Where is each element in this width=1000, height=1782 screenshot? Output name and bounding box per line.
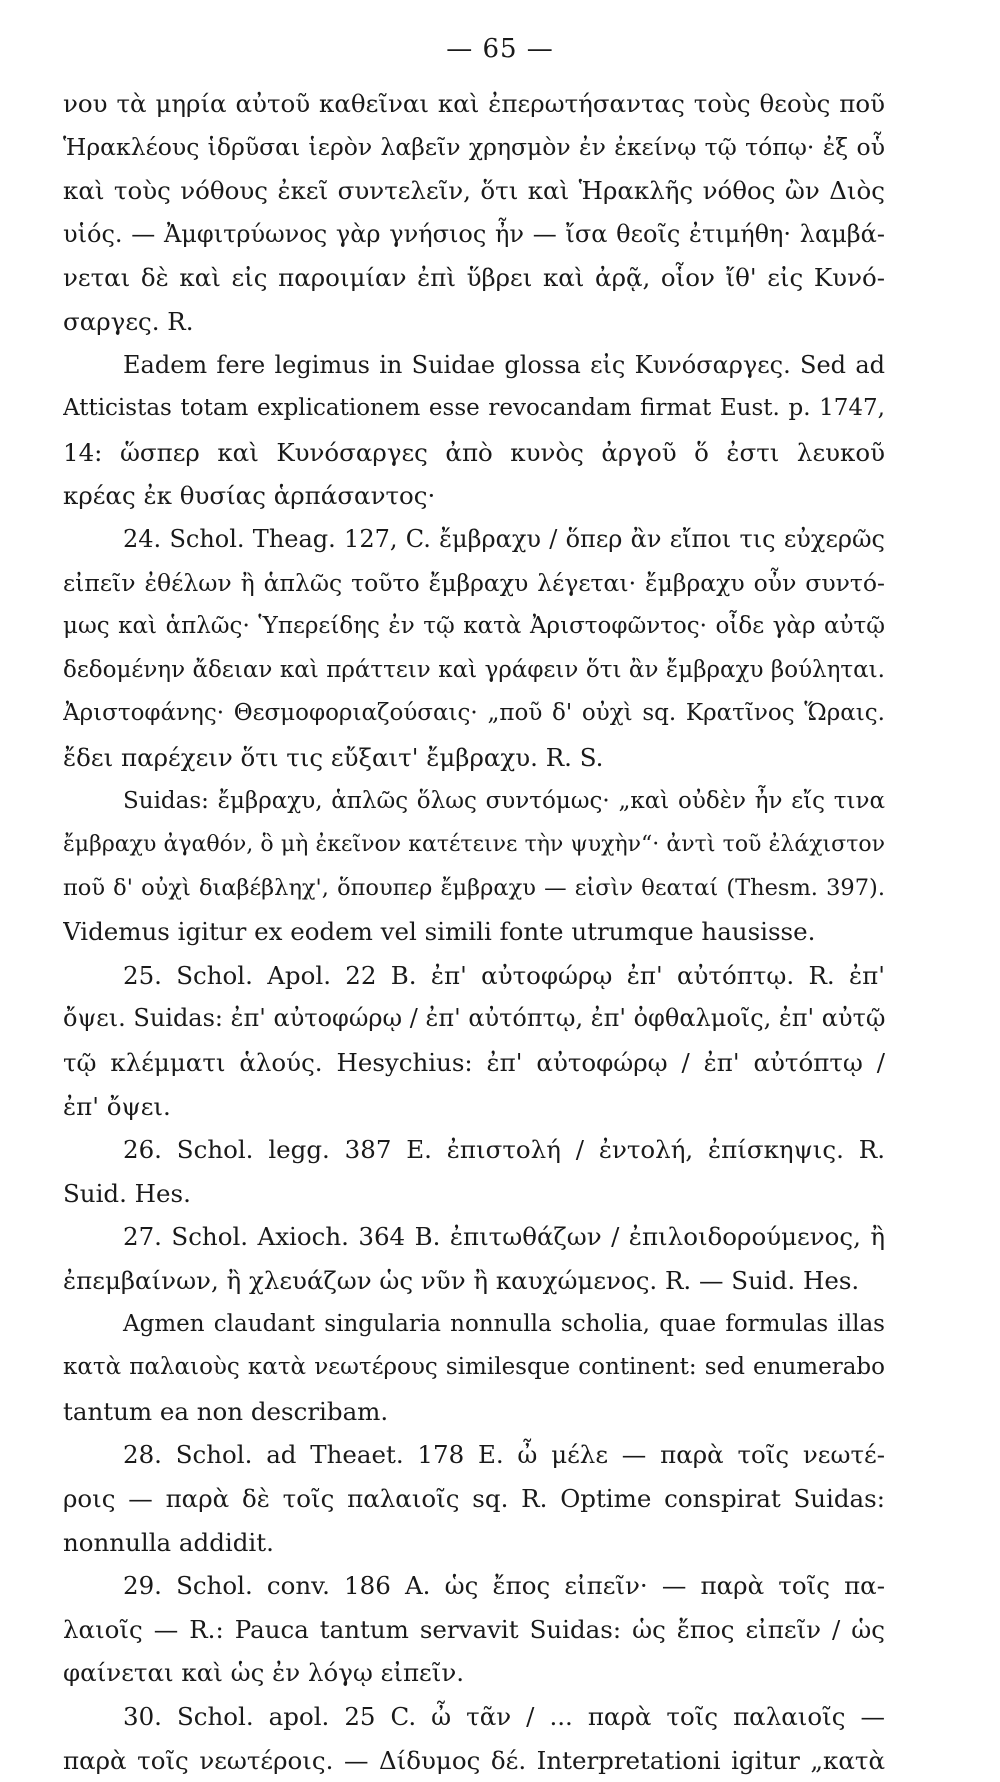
text-line: φαίνεται καὶ ὡς ἐν λόγῳ εἰπεῖν.	[63, 1658, 465, 1688]
text-line: 25. Schol. Apol. 22 B. ἐπ' αὐτοφώρῳ ἐπ' αὐτόπτῳ. R. ἐπ'	[123, 960, 885, 990]
text-line: 24. Schol. Theag. 127, C. ἔμβραχυ / ὅπερ ἂν εἴποι τις εὐχερῶς	[123, 524, 885, 553]
text-line: Ἀριστοφάνης· Θεσμοφοριαζούσαις· „ποῦ δ' οὐχὶ sq. Κρατῖνος Ὥραις.	[63, 700, 885, 727]
text-line: λαιοῖς — R.: Pauca tantum servavit Suidas: ὡς ἔπος εἰπεῖν / ὡς	[63, 1614, 885, 1644]
text-line: ἐπεμβαίνων, ἢ χλευάζων ὡς νῦν ἢ καυχώμενος. R. — Suid. Hes.	[63, 1266, 860, 1296]
text-line: ροις — παρὰ δὲ τοῖς παλαιοῖς sq. R. Optime conspirat Suidas:	[63, 1484, 885, 1513]
text-line: τῷ κλέμματι ἁλούς. Hesychius: ἐπ' αὐτοφώρῳ / ἐπ' αὐτόπτῳ /	[63, 1048, 885, 1078]
text-line: Videmus igitur ex eodem vel simili fonte utrumque hausisse.	[63, 917, 816, 947]
text-line: σαργες. R.	[63, 306, 194, 336]
text-line: ποῦ δ' οὐχὶ διαβέβληχ', ὅπουπερ ἔμβραχυ — εἰσὶν θεαταί (Thesm. 397).	[63, 874, 885, 901]
text-line: δεδομένην ἄδειαν καὶ πράττειν καὶ γράφειν ὅτι ἂν ἔμβραχυ βούληται.	[63, 656, 885, 683]
text-body	[63, 82, 885, 1782]
text-line: Eadem fere legimus in Suidae glossa εἰς Κυνόσαργες. Sed ad	[123, 350, 885, 379]
text-line: νεται δὲ καὶ εἰς παροιμίαν ἐπὶ ὕβρει καὶ ἀρᾷ, οἷον ἴθ' εἰς Κυνό-	[63, 263, 885, 293]
text-line: μως καὶ ἁπλῶς· Ὑπερείδης ἐν τῷ κατὰ Ἀριστοφῶντος· οἶδε γὰρ αὐτῷ	[63, 613, 885, 640]
text-line: Agmen claudant singularia nonnulla scholia, quae formulas illas	[123, 1310, 885, 1337]
text-line: 28. Schol. ad Theaet. 178 E. ὦ μέλε — παρὰ τοῖς νεωτέ-	[123, 1440, 885, 1470]
text-line: εἰπεῖν ἐθέλων ἢ ἁπλῶς τοῦτο ἔμβραχυ λέγεται· ἔμβραχυ οὖν συντό-	[63, 568, 885, 597]
text-line: Suidas: ἔμβραχυ, ἁπλῶς ὅλως συντόμως· „καὶ οὐδὲν ἦν εἴς τινα	[123, 787, 885, 814]
text-line: ἔμβραχυ ἀγαθόν, ὃ μὴ ἐκεῖνον κατέτεινε τὴν ψυχὴν“· ἀντὶ τοῦ ἐλάχιστον	[63, 832, 885, 858]
text-line: ὄψει. Suidas: ἐπ' αὐτοφώρῳ / ἐπ' αὐτόπτῳ, ἐπ' ὀφθαλμοῖς, ἐπ' αὐτῷ	[63, 1004, 885, 1033]
text-line: 30. Schol. apol. 25 C. ὦ τᾶν / ... παρὰ τοῖς παλαιοῖς —	[123, 1701, 885, 1731]
text-line: κατὰ παλαιοὺς κατὰ νεωτέρους similesque continent: sed enumerabo	[63, 1354, 885, 1381]
text-line: νου τὰ μηρία αὐτοῦ καθεῖναι καὶ ἐπερωτήσαντας τοὺς θεοὺς ποῦ	[63, 89, 885, 118]
text-line: κρέας ἐκ θυσίας ἁρπάσαντος·	[63, 481, 436, 511]
text-line: 14: ὥσπερ καὶ Κυνόσαργες ἀπὸ κυνὸς ἀργοῦ ὅ ἐστι λευκοῦ	[63, 437, 885, 467]
text-line: Ἡρακλέους ἱδρῦσαι ἱερὸν λαβεῖν χρησμὸν ἐν ἐκείνῳ τῷ τόπῳ· ἐξ οὗ	[63, 132, 885, 161]
text-line: 29. Schol. conv. 186 A. ὡς ἔπος εἰπεῖν· — παρὰ τοῖς πα-	[123, 1571, 885, 1601]
text-line: tantum ea non describam.	[63, 1396, 389, 1426]
text-line: ἔδει παρέχειν ὅτι τις εὔξαιτ' ἔμβραχυ. R. S.	[63, 742, 604, 772]
page-number: — 65 —	[446, 34, 554, 64]
text-line: υἱός. — Ἀμφιτρύωνος γὰρ γνήσιος ἦν — ἴσα θεοῖς ἐτιμήθη· λαμβά-	[63, 219, 885, 248]
text-line: παρὰ τοῖς νεωτέροις. — Δίδυμος δέ. Interpretationi igitur „κατὰ	[63, 1745, 885, 1775]
text-line: 26. Schol. legg. 387 E. ἐπιστολή / ἐντολή, ἐπίσκηψις. R.	[123, 1135, 885, 1165]
text-line: Atticistas totam explicationem esse revocandam firmat Eust. p. 1747,	[63, 395, 885, 422]
text-line: 27. Schol. Axioch. 364 B. ἐπιτωθάζων / ἐπιλοιδορούμενος, ἢ	[123, 1222, 885, 1252]
text-line: nonnulla addidit.	[63, 1527, 274, 1557]
text-line: Suid. Hes.	[63, 1178, 191, 1208]
text-line: ἐπ' ὄψει.	[63, 1091, 171, 1121]
text-line: καὶ τοὺς νόθους ἐκεῖ συντελεῖν, ὅτι καὶ Ἡρακλῆς νόθος ὢν Διὸς	[63, 176, 885, 206]
